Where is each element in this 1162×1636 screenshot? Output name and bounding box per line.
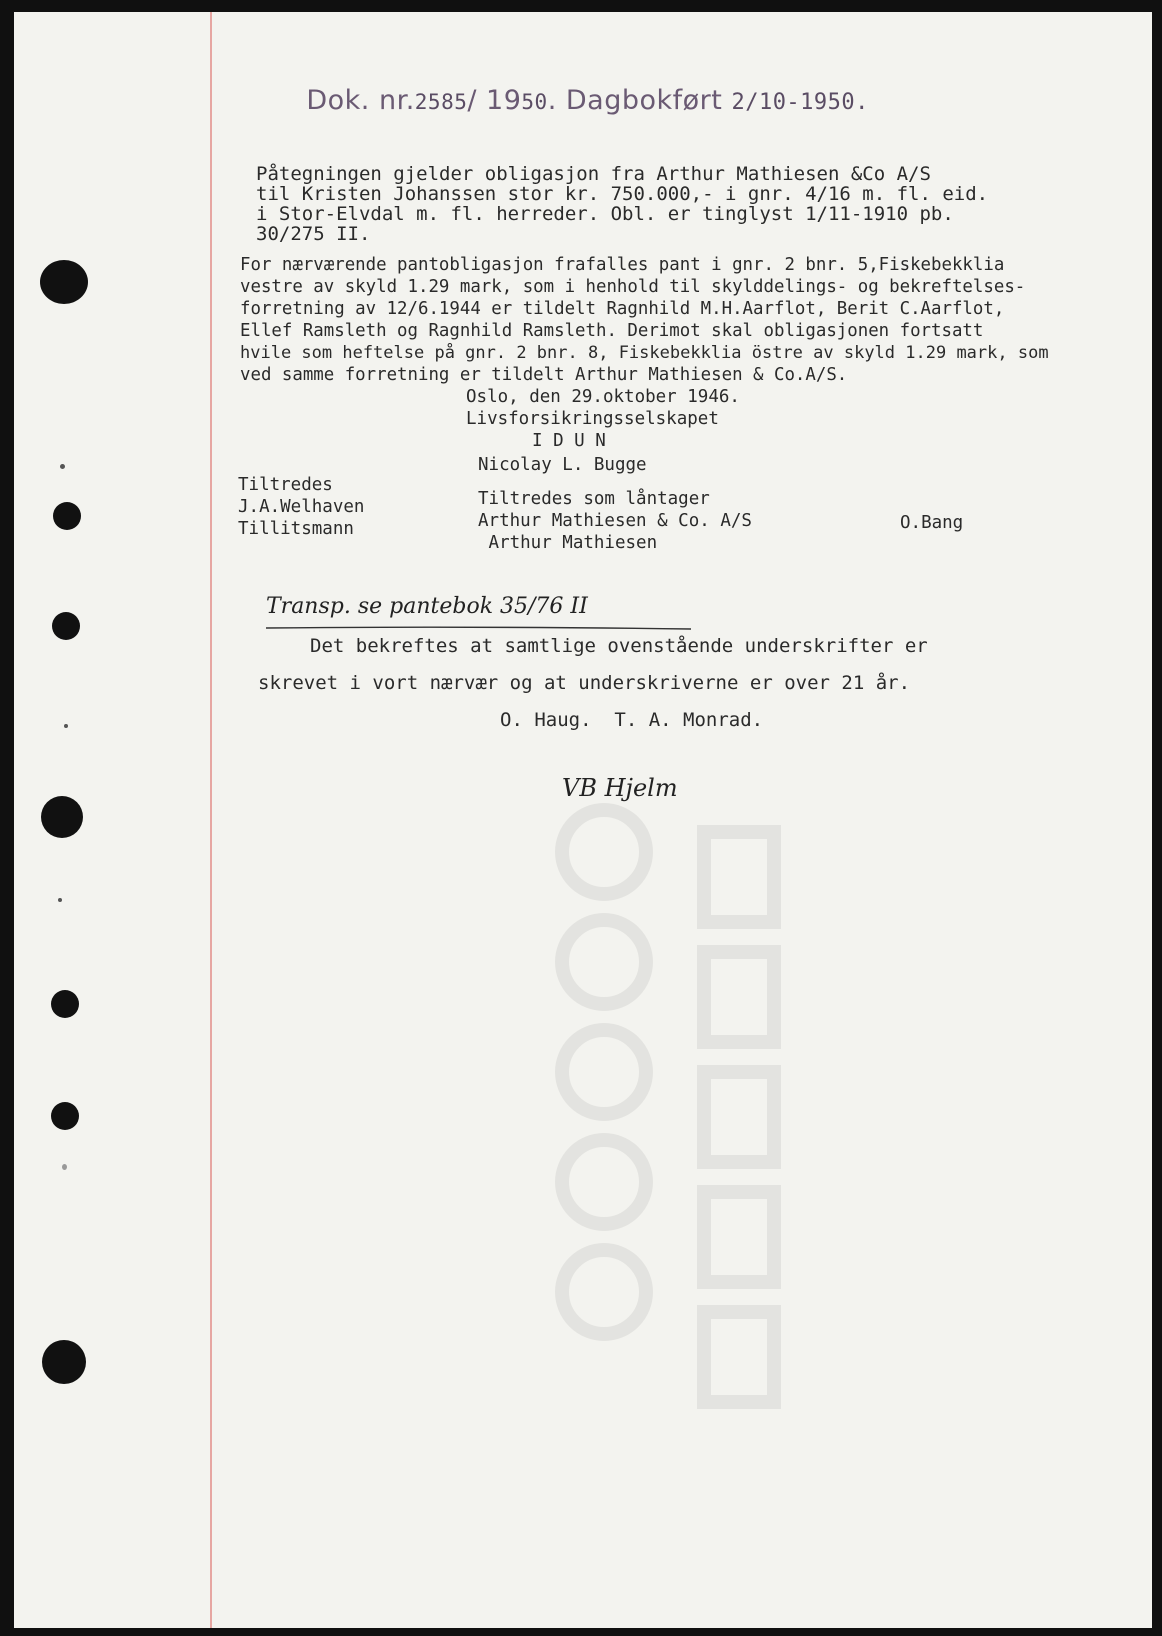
binder-hole bbox=[52, 612, 80, 640]
registration-stamp bbox=[270, 54, 869, 147]
body-line: forretning av 12/6.1944 er tildelt Ragnhild M.H.Aarflot, Berit C.Aarflot, bbox=[240, 299, 1005, 319]
certification-line: Det bekreftes at samtlige ovenstående underskrifter er bbox=[310, 635, 928, 657]
certification-block bbox=[258, 628, 1152, 739]
binder-hole bbox=[53, 502, 81, 530]
document-page bbox=[14, 12, 1152, 1628]
paper-speck bbox=[62, 1164, 67, 1170]
stamp-year-end: 50 bbox=[521, 90, 548, 114]
right-signer: O.Bang bbox=[900, 513, 964, 533]
stamp-year-separator: / 19 bbox=[467, 85, 522, 116]
body-line: For nærværende pantobligasjon frafalles pant i gnr. 2 bnr. 5,Fiskebekklia bbox=[240, 255, 1005, 275]
stamp-register-label: . Dagbokført bbox=[547, 85, 723, 116]
body-line: Ellef Ramsleth og Ragnhild Ramsleth. Derimot skal obligasjonen fortsatt bbox=[240, 321, 984, 341]
handwritten-initials: VB Hjelm bbox=[562, 774, 678, 802]
binder-hole bbox=[42, 1340, 86, 1384]
body-line: ved samme forretning er tildelt Arthur Mathiesen & Co.A/S. bbox=[240, 365, 848, 385]
paper-speck bbox=[58, 898, 62, 902]
stamp-document-number: 2585 bbox=[414, 90, 468, 114]
company-signer: Nicolay L. Bugge bbox=[478, 455, 647, 475]
binder-hole bbox=[40, 260, 88, 304]
trustee-line: J.A.Welhaven bbox=[238, 497, 365, 517]
borrower-line: Arthur Mathiesen bbox=[478, 533, 658, 553]
borrower-line: Arthur Mathiesen & Co. A/S bbox=[478, 511, 752, 531]
trustee-line: Tillitsmann bbox=[238, 519, 354, 539]
paper-speck bbox=[64, 724, 68, 728]
company-line: Livsforsikringsselskapet bbox=[466, 409, 719, 429]
annotation-line: 30/275 II. bbox=[256, 223, 371, 245]
margin-rule bbox=[210, 12, 212, 1628]
handwritten-transfer-note: Transp. se pantebok 35/76 II bbox=[266, 594, 588, 619]
certification-line: skrevet i vort nærvær og at underskriverne er over 21 år. bbox=[258, 672, 911, 694]
binder-hole bbox=[41, 796, 83, 838]
binder-hole bbox=[51, 990, 79, 1018]
bleed-through-watermark bbox=[544, 792, 864, 1472]
company-name: I D U N bbox=[532, 431, 606, 451]
annotation-line: i Stor-Elvdal m. fl. herreder. Obl. er tinglyst 1/11-1910 pb. bbox=[256, 203, 954, 225]
certification-line: O. Haug. T. A. Monrad. bbox=[500, 709, 764, 731]
annotation-line: Påtegningen gjelder obligasjon fra Arthur Mathiesen &Co A/S bbox=[256, 163, 931, 185]
trustee-line: Tiltredes bbox=[238, 475, 333, 495]
body-paragraph bbox=[240, 254, 1140, 386]
annotation-line: til Kristen Johanssen stor kr. 750.000,- i gnr. 4/16 m. fl. eid. bbox=[256, 183, 989, 205]
annotation-paragraph bbox=[256, 164, 1152, 244]
body-line: hvile som heftelse på gnr. 2 bnr. 8, Fiskebekklia östre av skyld 1.29 mark, som bbox=[240, 343, 1049, 363]
binder-hole bbox=[51, 1102, 79, 1130]
place-date: Oslo, den 29.oktober 1946. bbox=[466, 387, 740, 407]
stamp-date: 2/10-1950. bbox=[731, 90, 869, 115]
stamp-prefix: Dok. nr. bbox=[306, 85, 415, 116]
borrower-line: Tiltredes som låntager bbox=[478, 489, 710, 509]
body-line: vestre av skyld 1.29 mark, som i henhold til skylddelings- og bekreftelses- bbox=[240, 277, 1026, 297]
paper-speck bbox=[60, 464, 65, 469]
